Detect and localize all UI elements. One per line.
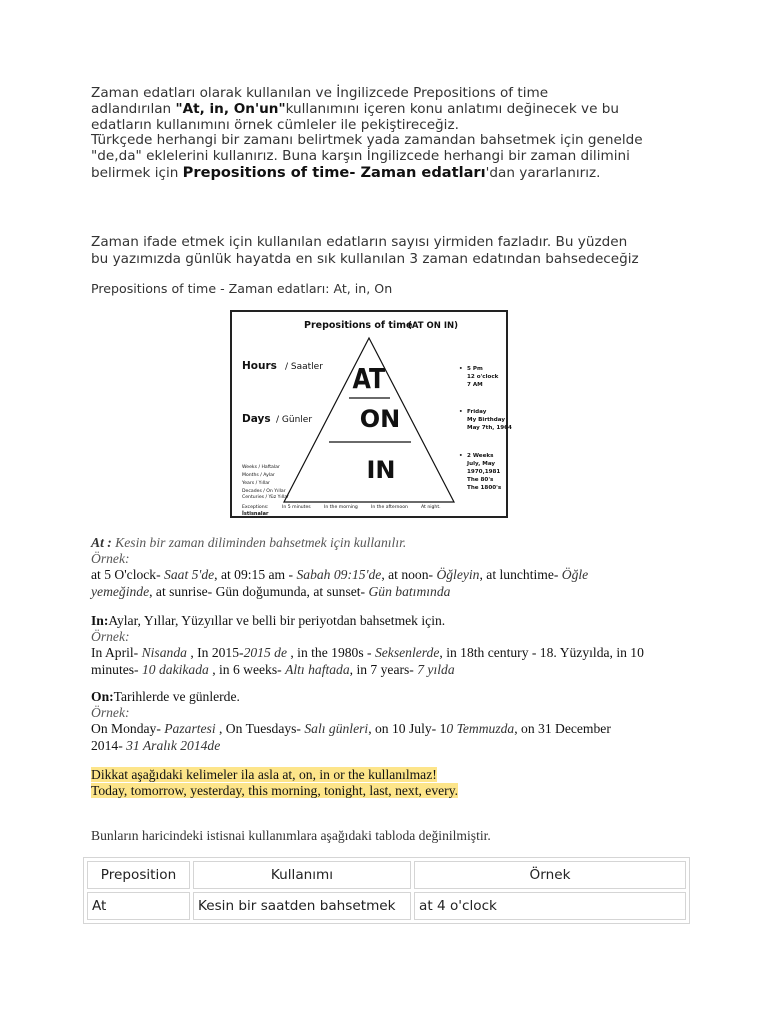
at-example: 12 o'clock — [467, 374, 499, 380]
ornek-label: Örnek: — [91, 629, 130, 645]
in-examples — [459, 453, 502, 491]
bullet-icon: • — [459, 453, 463, 459]
at-examples — [459, 366, 499, 388]
table-header: Örnek — [414, 861, 686, 889]
on-description: Tarihlerde ve günlerde. — [113, 689, 240, 704]
in-example: 1970,1981 — [467, 469, 501, 475]
in-examples-line: In April- Nisanda , In 2015-2015 de , in the 1980s - Seksenlerde, in 18th century - 18. Yüzyılda, in 10 — [91, 645, 644, 661]
intro-line: adlandırılan "At, in, On'un"kullanımını içeren konu anlatımı değinecek ve bu — [91, 100, 619, 117]
at-examples-line: at 5 O'clock- Saat 5'de, at 09:15 am - Sabah 09:15'de, at noon- Öğleyin, at lunchtime- Öğle — [91, 567, 589, 583]
intro-line: Zaman edatları olarak kullanılan ve İngilizcede Prepositions of time — [91, 85, 549, 101]
on-examples — [459, 409, 512, 431]
bold-text: "At, in, On'un" — [175, 100, 286, 117]
on-example: Friday — [467, 409, 487, 415]
table-cell: At — [87, 892, 190, 920]
in-heading — [91, 613, 731, 629]
in-label: IN — [366, 456, 396, 484]
at-examples-line: yemeğinde, at sunrise- Gün doğumunda, at sunset- Gün batımında — [91, 583, 451, 599]
intro-paragraph — [91, 86, 691, 182]
prepositions-heading: Prepositions of time - Zaman edatları: At, in, On — [91, 281, 393, 296]
para-line: bu yazımızda günlük hayatda en sık kullanılan 3 zaman edatından bahsedeceğiz — [91, 251, 639, 267]
on-label-text: On: — [91, 689, 114, 704]
warning-block — [91, 767, 731, 799]
warning-line: Dikkat aşağıdaki kelimeler ila asla at, on, in or the kullanılmaz! — [91, 767, 437, 782]
in-example: July, May — [467, 461, 496, 467]
table-header: Preposition — [87, 861, 190, 889]
intro-line: Türkçede herhangi bir zamanı belirtmek yada zamandan bahsetmek için genelde — [91, 132, 643, 149]
table-cell: at 4 o'clock — [414, 892, 686, 920]
at-example: 5 Pm — [467, 366, 483, 372]
on-section — [91, 689, 731, 754]
on-heading — [91, 689, 731, 705]
in-section — [91, 613, 731, 678]
at-section — [91, 535, 731, 600]
hours-tr-label: / Saatler — [285, 362, 323, 372]
count-paragraph — [91, 234, 711, 268]
in-label-text: In: — [91, 613, 109, 628]
in-example: 2 Weeks — [467, 453, 494, 459]
bullet-icon: • — [459, 366, 463, 372]
months-label: Months / Aylar — [242, 473, 275, 478]
exception-item: In 5 minutes — [282, 505, 311, 510]
on-example: May 7th, 1964 — [467, 425, 512, 431]
intro-line: belirmek için Prepositions of time- Zaman edatları'dan yararlanırız. — [91, 163, 601, 181]
table-row — [87, 892, 686, 920]
hours-label: Hours — [242, 360, 277, 372]
intro-line: edatların kullanımını örnek cümleler ile pekiştireceğiz. — [91, 116, 459, 133]
weeks-label: Weeks / Haftalar — [242, 465, 280, 470]
prepositions-diagram — [230, 310, 512, 518]
at-label: AT — [352, 363, 386, 396]
table-header: Kullanımı — [193, 861, 411, 889]
prepositions-table — [83, 857, 690, 924]
para-line: Zaman ifade etmek için kullanılan edatların sayısı yirmiden fazladır. Bu yüzden — [91, 234, 628, 250]
at-label-text: At : — [91, 535, 112, 550]
on-examples-line: On Monday- Pazartesi , On Tuesdays- Salı günleri, on 10 July- 10 Temmuzda, on 31 December — [91, 721, 611, 737]
table-cell: Kesin bir saatden bahsetmek — [193, 892, 411, 920]
pyramid-graphic — [232, 312, 512, 517]
exceptions-tr-label: İstisnalar — [242, 511, 269, 517]
exception-item: In the morning — [324, 505, 358, 510]
in-examples-line: minutes- 10 dakikada , in 6 weeks- Altı haftada, in 7 years- 7 yılda — [91, 661, 455, 677]
bullet-icon: • — [459, 409, 463, 415]
on-example: My Birthday — [467, 417, 506, 423]
days-tr-label: / Günler — [276, 415, 313, 425]
at-description: Kesin bir zaman diliminden bahsetmek için kullanılır. — [111, 535, 407, 550]
table-header-row — [87, 861, 686, 889]
warning-line: Today, tomorrow, yesterday, this morning, tonight, last, next, every. — [91, 783, 459, 799]
in-example: The 80's — [467, 477, 494, 483]
at-example: 7 AM — [467, 382, 483, 388]
years-label: Years / Yıllar — [242, 481, 270, 486]
days-label: Days — [242, 413, 271, 425]
exception-item: In the afternoon — [371, 505, 408, 510]
bold-text: Prepositions of time- Zaman edatları — [182, 163, 486, 181]
in-example: The 1800's — [467, 485, 502, 491]
centuries-label: Centuries / Yüz Yıllar — [242, 495, 289, 500]
ornek-label: Örnek: — [91, 551, 130, 567]
diagram-subtitle: (AT ON IN) — [408, 321, 459, 331]
exceptions-label: Exceptions: — [242, 505, 269, 510]
on-label: ON — [359, 405, 401, 433]
diagram-title: Prepositions of time — [304, 320, 413, 331]
decades-label: Decades / On Yıllar — [242, 489, 286, 494]
in-description: Aylar, Yıllar, Yüzyıllar ve belli bir periyotdan bahsetmek için. — [108, 613, 446, 628]
at-heading — [91, 535, 731, 551]
on-examples-line: 2014- 31 Aralık 2014de — [91, 737, 221, 753]
intro-line: "de,da" eklelerini kullanırız. Buna karşın İngilizcede herhangi bir zaman dilimini — [91, 148, 630, 165]
table-intro: Bunların haricindeki istisnai kullanımlara aşağıdaki tabloda değinilmiştir. — [91, 828, 491, 843]
ornek-label: Örnek: — [91, 705, 130, 721]
exception-item: At night. — [421, 505, 441, 510]
